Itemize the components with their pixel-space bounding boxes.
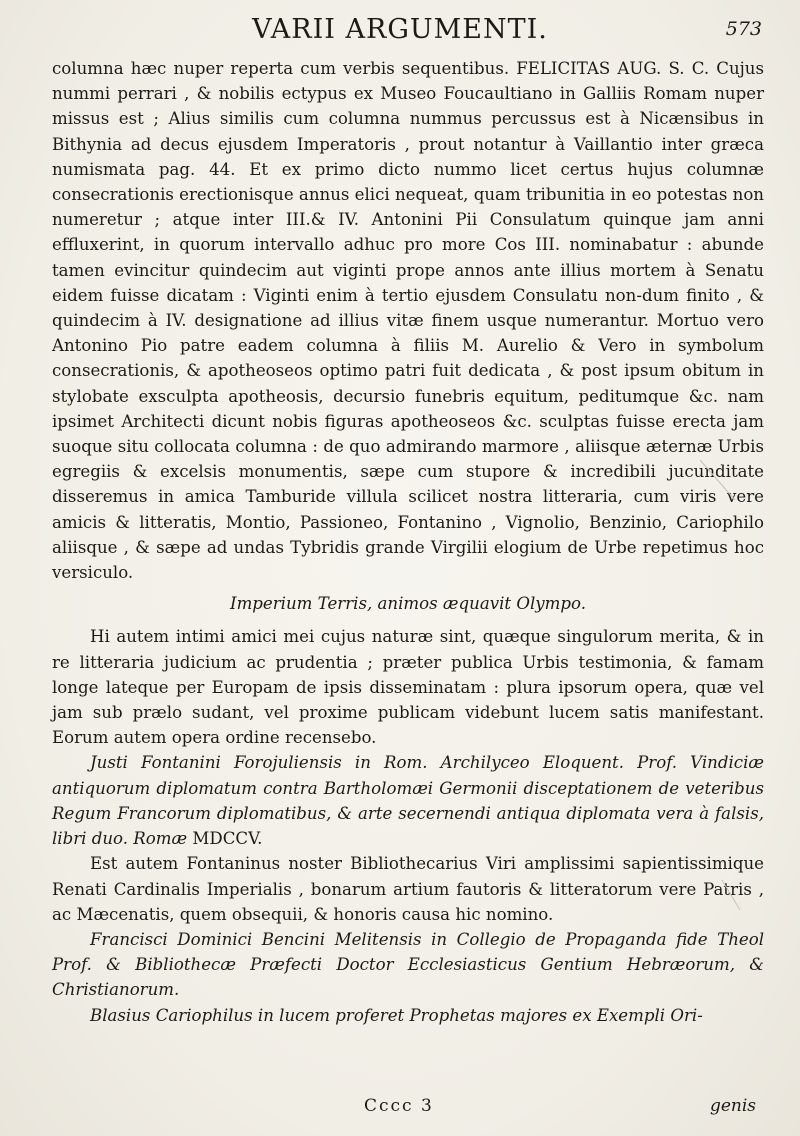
bibliography-entry-fontanini-title: Justi Fontanini Forojuliensis in Rom. Archilyceo Eloquent. Prof. Vindiciæ antiquorum diplomatum contra Bartholomæi Germonii disceptationem de veteribus Regum Francorum diplomatibus, & arte secernendi antiqua diplomata vera à falsis, libri duo. Romæ bbox=[52, 753, 764, 849]
bibliography-entry-bencini: Francisci Dominici Bencini Melitensis in Collegio de Propaganda fide Theol Prof. & Bibliothecæ Præfecti Doctor Ecclesiasticus Gentium Hebræorum, & Christianorum. bbox=[52, 929, 764, 1000]
paragraph-1: columna hæc nuper reperta cum verbis sequentibus. FELICITAS AUG. S. C. Cujus nummi perrari , & nobilis ectypus ex Museo Foucaultiano in Galliis Romam nuper missus est ; Alius similis cum columna nummus percussus est à Nicænsibus in Bithynia ad decus ejusdem Imperatoris , prout notantur à Vaillantio inter græca numismata pag. 44. Et ex primo dicto nummo licet certus hujus columnæ consecrationis erectionisque annus elici nequeat, quam tribunitia in eo potestas non numeretur ; atque inter III.& IV. Antonini Pii Consulatum quinque jam anni effluxerint, in quorum intervallo adhuc pro more Cos III. nominabatur : abunde tamen evincitur quindecim aut viginti prope annos ante illius mortem à Senatu eidem fuisse dicatam : Viginti enim à tertio ejusdem Consulatu non-dum finito , & quindecim à IV. designatione ad illius vitæ finem usque numerantur. Mortuo vero Antonino Pio patre eadem columna à filiis M. Aurelio & Vero in symbolum consecrationis, & apotheoseos optimo patri fuit dedicata , & post ipsum obitum in stylobate exsculpta apotheosis, decursio funebris equitum, peditumque &c. nam ipsimet Architecti dicunt nobis figuras apotheoseos &c. sculptas fuisse erecta jam suoque situ collocata columna : de quo admirando marmore , aliisque æternæ Urbis egregiis & excelsis monumentis, sæpe cum stupore & incredibili jucunditate disseremus in amica Tamburide villula scilicet nostra litteraria, cum viris vere amicis & litteratis, Montio, Passioneo, Fontanino , Vignolio, Benzinio, Cariophilo aliisque , & sæpe ad undas Tybridis grande Virgilii elogium de Urbe repetimus hoc versiculo. bbox=[52, 59, 764, 583]
page-number: 573 bbox=[725, 18, 762, 40]
body-text bbox=[52, 56, 764, 1028]
bibliography-entry-cariophilus: Blasius Cariophilus in lucem proferet Prophetas majores ex Exempli Ori- bbox=[90, 1005, 703, 1025]
page-header bbox=[0, 14, 800, 54]
bibliography-entry-fontanini-year: MDCCV. bbox=[192, 829, 263, 849]
verse-quotation: Imperium Terris, animos æquavit Olympo. bbox=[230, 594, 586, 614]
catchword: genis bbox=[709, 1096, 756, 1116]
page-footer bbox=[52, 1096, 764, 1124]
signature-mark: Cccc 3 bbox=[364, 1096, 434, 1116]
running-head: VARII ARGUMENTI. bbox=[252, 14, 548, 45]
paragraph-3: Est autem Fontaninus noster Bibliothecarius Viri amplissimi sapientissimique Renati Cardinalis Imperialis , bonarum artium fautoris & litteratorum vere Patris , ac Mæcenatis, quem obsequii, & honoris causa hic nomino. bbox=[52, 854, 764, 924]
paragraph-2: Hi autem intimi amici mei cujus naturæ sint, quæque singulorum merita, & in re litteraria judicium ac prudentia ; præter publica Urbis testimonia, & famam longe lateque per Europam de ipsis disseminatam : plura ipsorum opera, quæ vel jam sub prælo sudant, vel proxime publicam videbunt lucem satis manifestant. Eorum autem opera ordine recensebo. bbox=[52, 627, 764, 748]
bibliography-entry-fontanini bbox=[52, 750, 764, 851]
